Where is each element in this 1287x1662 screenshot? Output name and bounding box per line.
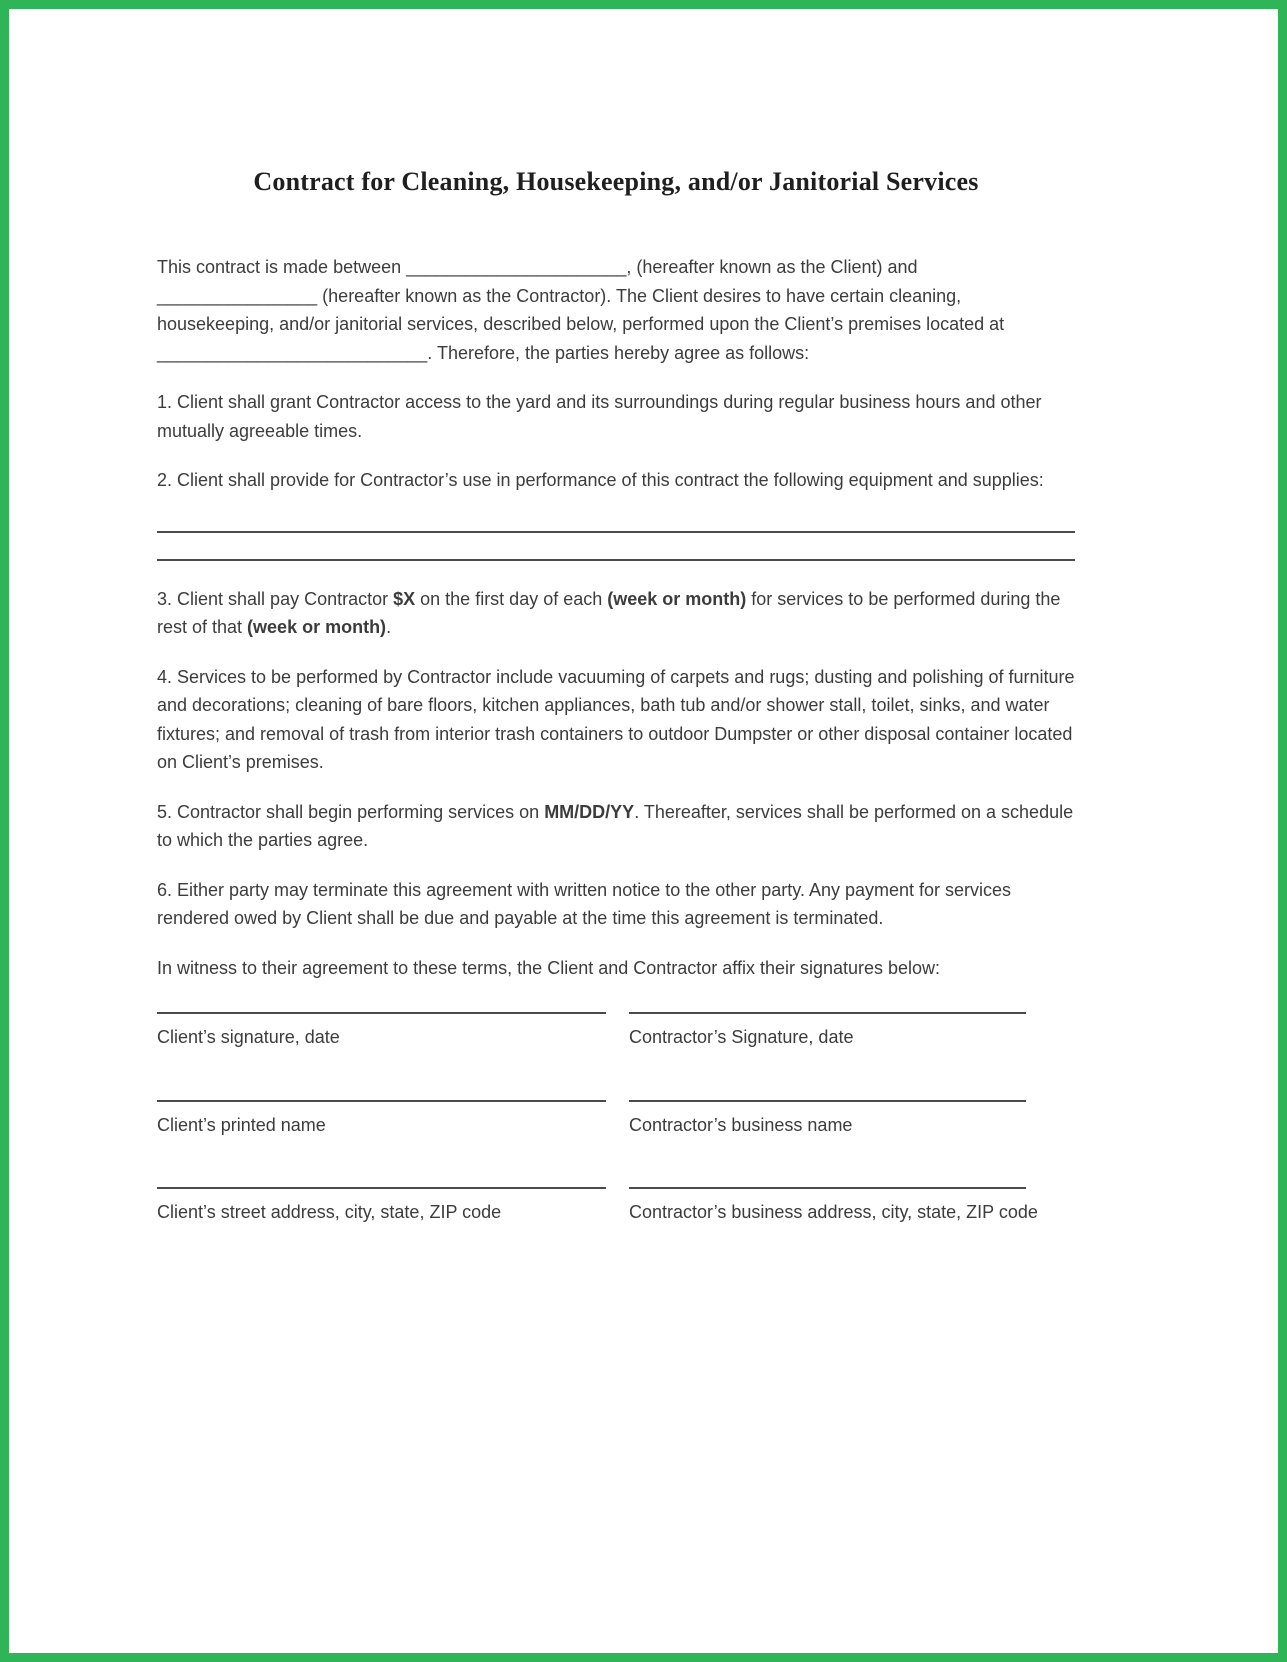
write-in-line-2 [157,533,1075,561]
contractor-address-block [629,1187,1075,1227]
client-signature-block [157,1012,629,1052]
clause-5-date: MM/DD/YY [544,801,635,822]
client-printed-name-label: Client’s printed name [157,1114,326,1135]
client-signature-line [157,1012,606,1014]
clause-3-text-mid1: on the first day of each [415,588,608,609]
clause-3-period-2: (week or month) [247,617,387,637]
contractor-business-name-line [629,1100,1026,1102]
client-printed-name-block [157,1100,629,1140]
clause-5 [157,798,1075,855]
client-address-block [157,1187,629,1227]
clause-2: 2. Client shall provide for Contractor’s use in performance of this contract the following equipment and supplies: [157,470,1044,490]
contractor-signature-label: Contractor’s Signature, date [629,1027,854,1047]
clause-3-text-mid2: for services to be performed during the rest of that [157,588,1061,637]
clause-3-amount: $X [393,588,416,609]
contractor-business-name-label: Contractor’s business name [629,1114,853,1135]
contractor-signature-block [629,1012,1075,1052]
witness-paragraph: In witness to their agreement to these terms, the Client and Contractor affix their signatures below: [157,957,941,978]
contract-content [157,9,1075,1275]
client-address-line [157,1187,606,1189]
contract-body [157,253,1075,1275]
client-signature-label: Client’s signature, date [157,1027,340,1047]
client-address-label: Client’s street address, city, state, ZIP code [157,1202,502,1222]
client-printed-name-line [157,1100,606,1102]
contractor-address-line [629,1187,1026,1189]
document-title: Contract for Cleaning, Housekeeping, and/or Janitorial Services [253,167,979,196]
clause-3 [157,585,1075,642]
clause-4: 4. Services to be performed by Contractor include vacuuming of carpets and rugs; dusting and polishing of furniture and decorations; cleaning of bare floors, kitchen appliances, bath tub and/or shower stall, toilet, sinks, and water fixtures; and removal of trash from interior trash containers to outdoor Dumpster or other disposal container located on Client’s premises. [157,666,1075,772]
clause-1: 1. Client shall grant Contractor access to the yard and its surroundings during regular business hours and other mutually agreeable times. [157,392,1042,441]
clause-3-text-end: . [386,617,392,637]
equipment-write-in-lines [157,505,1075,561]
intro-paragraph: This contract is made between ______________________, (hereafter known as the Client) and ________________ (hereafter known as the Contractor). The Client desires to have certain cleaning, housekeeping, and/or janitorial services, described below, performed upon the Client’s premises located at ___________________________. Therefore, the parties hereby agree as follows: [157,257,1005,363]
contractor-business-name-block [629,1100,1075,1140]
clause-3-text-pre: 3. Client shall pay Contractor [157,588,394,609]
clause-6: 6. Either party may terminate this agreement with written notice to the other party. Any payment for services rendered owed by Client shall be due and payable at the time this agreement is terminated. [157,879,1012,928]
clause-3-period-1: (week or month) [607,588,747,609]
write-in-line-1 [157,505,1075,533]
clause-5-text-pre: 5. Contractor shall begin performing services on [157,801,545,822]
signature-section [157,1012,1075,1275]
clause-5-text-post: . Thereafter, services shall be performed on a schedule to which the parties agree. [157,801,1074,850]
contractor-address-label: Contractor’s business address, city, state, ZIP code [629,1202,1038,1222]
contractor-signature-line [629,1012,1026,1014]
